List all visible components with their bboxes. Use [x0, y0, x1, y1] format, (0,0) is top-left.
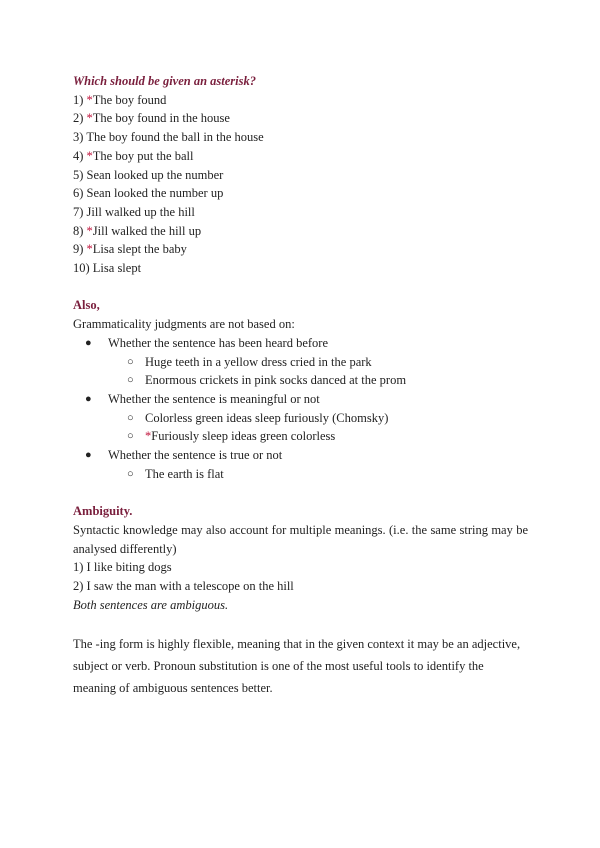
list-item: 5) Sean looked up the number	[73, 167, 224, 182]
bullet-icon: ●	[85, 392, 92, 405]
bullet-item: ● Whether the sentence is meaningful or not	[73, 390, 528, 409]
list-item: 8) *Jill walked the hill up	[73, 223, 202, 238]
list-item: 7) Jill walked up the hill	[73, 204, 195, 219]
bullet-item: ● Whether the sentence has been heard before	[73, 334, 528, 353]
example-item: 1) I like biting dogs	[73, 560, 172, 575]
ing-form-paragraph: The -ing form is highly flexible, meaning that in the given context it may be an adjective, subject or verb. Pronoun substitution is one of the most useful tools to identify the meaning of ambiguous sentences better.	[73, 637, 521, 696]
asterisk-exercise-list	[73, 91, 528, 278]
spacer	[73, 278, 528, 297]
ambiguity-note: Both sentences are ambiguous.	[73, 597, 229, 612]
sub-bullet-item: ○ Colorless green ideas sleep furiously (Chomsky)	[73, 409, 528, 428]
circle-bullet-icon: ○	[127, 467, 134, 480]
bullet-item: ● Whether the sentence is true or not	[73, 446, 528, 465]
bullet-icon: ●	[85, 336, 92, 349]
sub-bullet-item: ○ Enormous crickets in pink socks danced at the prom	[73, 371, 528, 390]
bullet-list	[73, 334, 528, 484]
sub-bullet-item: ○ The earth is flat	[73, 465, 528, 484]
sub-bullet-item: ○ *Furiously sleep ideas green colorless	[73, 427, 528, 446]
list-item: 9) *Lisa slept the baby	[73, 242, 187, 257]
circle-bullet-icon: ○	[127, 374, 134, 387]
section-heading-ambiguity: Ambiguity.	[73, 504, 133, 519]
list-item: 4) *The boy put the ball	[73, 148, 194, 163]
ambiguity-intro: Syntactic knowledge may also account for multiple meanings. (i.e. the same string may be analysed differently)	[73, 522, 528, 556]
section-heading-also: Also,	[73, 298, 100, 313]
section-intro: Grammaticality judgments are not based on:	[73, 317, 295, 332]
list-item: 3) The boy found the ball in the house	[73, 130, 264, 145]
list-item: 2) *The boy found in the house	[73, 111, 230, 126]
spacer	[73, 614, 528, 633]
circle-bullet-icon: ○	[127, 411, 134, 424]
list-item: 10) Lisa slept	[73, 261, 142, 276]
bullet-icon: ●	[85, 449, 92, 462]
sub-bullet-item: ○ Huge teeth in a yellow dress cried in the park	[73, 353, 528, 372]
document-page	[73, 72, 528, 699]
section-heading-asterisk: Which should be given an asterisk?	[73, 74, 257, 88]
spacer	[73, 483, 528, 502]
list-item: 6) Sean looked the number up	[73, 186, 224, 201]
circle-bullet-icon: ○	[127, 430, 134, 443]
list-item: 1) *The boy found	[73, 92, 167, 107]
example-item: 2) I saw the man with a telescope on the hill	[73, 578, 294, 593]
circle-bullet-icon: ○	[127, 355, 134, 368]
